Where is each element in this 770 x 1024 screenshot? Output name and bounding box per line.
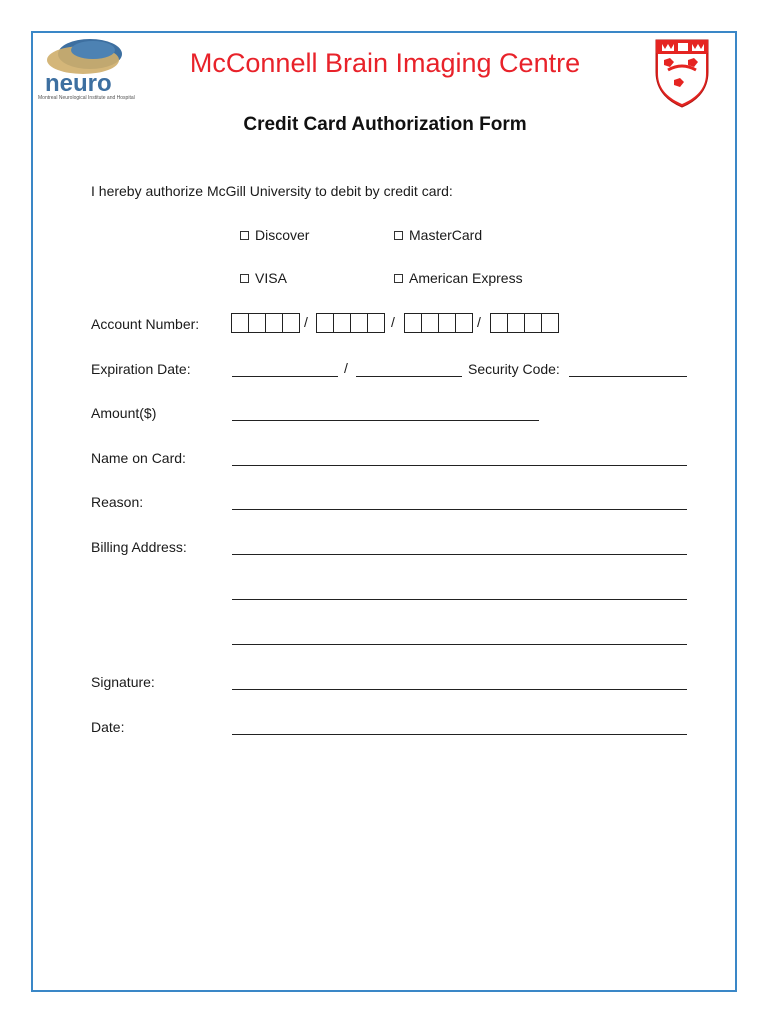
billing-address-line-2[interactable] xyxy=(232,599,687,600)
digit-box[interactable] xyxy=(490,313,508,333)
option-label: American Express xyxy=(409,270,523,286)
digit-box[interactable] xyxy=(421,313,439,333)
checkbox-american-express[interactable] xyxy=(394,270,523,286)
page-border xyxy=(31,31,737,992)
account-number-group-4[interactable] xyxy=(490,313,559,333)
account-number-label: Account Number: xyxy=(91,316,200,332)
option-label: Discover xyxy=(255,227,310,243)
account-number-group-1[interactable] xyxy=(231,313,300,333)
authorization-statement: I hereby authorize McGill University to debit by credit card: xyxy=(91,183,453,199)
organization-title: McConnell Brain Imaging Centre xyxy=(189,48,581,78)
checkbox-icon[interactable] xyxy=(240,231,249,240)
billing-address-line-3[interactable] xyxy=(232,644,687,645)
security-code-field[interactable] xyxy=(569,376,687,377)
security-code-label: Security Code: xyxy=(468,361,560,377)
digit-box[interactable] xyxy=(438,313,456,333)
logo-tagline: Montreal Neurological Institute and Hospital xyxy=(38,95,135,101)
name-on-card-label: Name on Card: xyxy=(91,450,186,466)
digit-box[interactable] xyxy=(507,313,525,333)
digit-box[interactable] xyxy=(367,313,385,333)
digit-box[interactable] xyxy=(282,313,300,333)
billing-address-line-1[interactable] xyxy=(232,554,687,555)
signature-label: Signature: xyxy=(91,674,155,690)
digit-box[interactable] xyxy=(333,313,351,333)
separator: / xyxy=(304,314,308,330)
date-field[interactable] xyxy=(232,734,687,735)
digit-box[interactable] xyxy=(316,313,334,333)
digit-box[interactable] xyxy=(455,313,473,333)
digit-box[interactable] xyxy=(231,313,249,333)
option-label: VISA xyxy=(255,270,287,286)
svg-text:neuro: neuro xyxy=(45,70,112,96)
reason-field[interactable] xyxy=(232,509,687,510)
reason-label: Reason: xyxy=(91,494,144,510)
option-label: MasterCard xyxy=(409,227,483,243)
name-on-card-field[interactable] xyxy=(232,465,687,466)
expiration-year-field[interactable] xyxy=(356,376,462,377)
expiration-month-field[interactable] xyxy=(232,376,338,377)
separator: / xyxy=(344,360,348,376)
digit-box[interactable] xyxy=(541,313,559,333)
signature-field[interactable] xyxy=(232,689,687,690)
form-title: Credit Card Authorization Form xyxy=(243,114,527,135)
amount-label: Amount($) xyxy=(91,405,157,421)
account-number-group-3[interactable] xyxy=(404,313,473,333)
checkbox-visa[interactable] xyxy=(240,270,287,286)
expiration-date-label: Expiration Date: xyxy=(91,361,191,377)
separator: / xyxy=(477,314,481,330)
checkbox-mastercard[interactable] xyxy=(394,227,482,243)
checkbox-discover[interactable] xyxy=(240,227,309,243)
digit-box[interactable] xyxy=(524,313,542,333)
checkbox-icon[interactable] xyxy=(394,274,403,283)
digit-box[interactable] xyxy=(404,313,422,333)
billing-address-label: Billing Address: xyxy=(91,539,187,555)
digit-box[interactable] xyxy=(265,313,283,333)
digit-box[interactable] xyxy=(350,313,368,333)
checkbox-icon[interactable] xyxy=(394,231,403,240)
checkbox-icon[interactable] xyxy=(240,274,249,283)
digit-box[interactable] xyxy=(248,313,266,333)
date-label: Date: xyxy=(91,719,125,735)
separator: / xyxy=(391,314,395,330)
amount-field[interactable] xyxy=(232,420,539,421)
account-number-group-2[interactable] xyxy=(316,313,385,333)
